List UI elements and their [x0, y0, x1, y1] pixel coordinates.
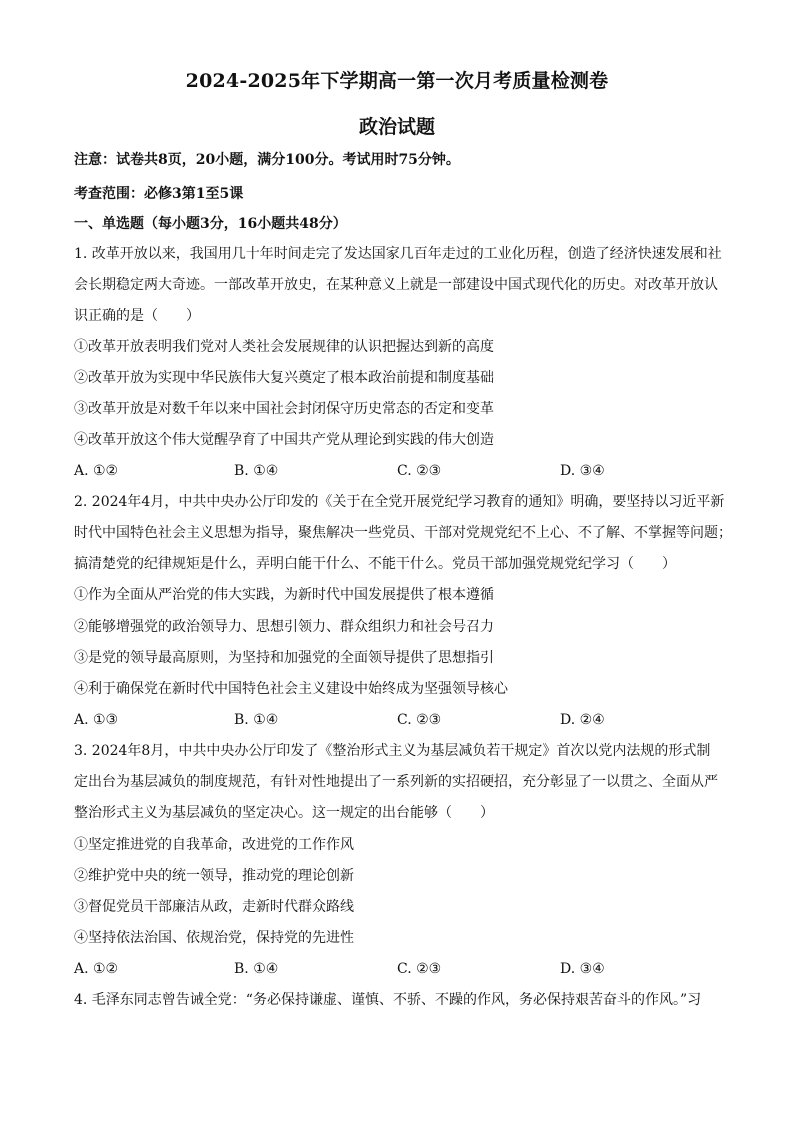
q3-item: ②维护党中央的统一领导，推动党的理论创新: [74, 868, 354, 884]
q2-item: ②能够增强党的政治领导力、思想引领力、群众组织力和社会号召力: [74, 619, 494, 635]
q3-item: ④坚持依法治国、依规治党，保持党的先进性: [74, 930, 354, 946]
q1-item: ①改革开放表明我们党对人类社会发展规律的认识把握达到新的高度: [74, 339, 494, 355]
q2-option-c: C. ②③: [397, 712, 442, 728]
exam-notice: 注意：试卷共8页，20小题，满分100分。考试用时75分钟。: [74, 152, 460, 168]
q2-option-a: A. ①③: [74, 712, 119, 728]
q1-item: ④改革开放这个伟大觉醒孕育了中国共产党从理论到实践的伟大创造: [74, 432, 494, 448]
q1-option-c: C. ②③: [397, 463, 442, 479]
q1-option-d: D. ③④: [560, 463, 605, 479]
q3-option-d: D. ③④: [560, 961, 605, 977]
q2-item: ④利于确保党在新时代中国特色社会主义建设中始终成为坚强领导核心: [74, 681, 508, 697]
q3-stem-line: 3. 2024年8月，中共中央办公厅印发了《整治形式主义为基层减负若干规定》首次以党内法规的形式制: [74, 743, 711, 759]
q2-stem-line: 时代中国特色社会主义思想为指导，聚焦解决一些党员、干部对党规党纪不上心、不了解、不掌握等问题；: [74, 525, 732, 541]
q1-options: [74, 461, 724, 481]
q1-option-a: A. ①②: [74, 463, 119, 479]
q3-item: ①坚定推进党的自我革命，改进党的工作作风: [74, 837, 354, 853]
q3-option-b: B. ①④: [234, 961, 279, 977]
exam-scope: 考查范围：必修3第1至5课: [74, 186, 244, 202]
q3-stem-line: 定出台为基层减负的制度规范，有针对性地提出了一系列新的实招硬招，充分彰显了一以贯之、全面从严: [74, 774, 718, 790]
q2-options: [74, 710, 724, 730]
q2-option-b: B. ①④: [234, 712, 279, 728]
q1-item: ②改革开放为实现中华民族伟大复兴奠定了根本政治前提和制度基础: [74, 370, 494, 386]
q2-item: ③是党的领导最高原则，为坚持和加强党的全面领导提供了思想指引: [74, 650, 494, 666]
q1-item: ③改革开放是对数千年以来中国社会封闭保守历史常态的否定和变革: [74, 401, 494, 417]
exam-subtitle: 政治试题: [358, 116, 435, 138]
q2-stem-line: 2. 2024年4月，中共中央办公厅印发的《关于在全党开展党纪学习教育的通知》明确，要坚持以习近平新: [74, 494, 725, 510]
q1-stem-line: 识正确的是（ ）: [74, 308, 200, 324]
q4-stem-line: 4. 毛泽东同志曾告诫全党：“务必保持谦虚、谨慎、不骄、不躁的作风，务必保持艰苦奋斗的作风。”习: [74, 992, 702, 1008]
exam-title: 2024-2025年下学期高一第一次月考质量检测卷: [185, 70, 609, 92]
q3-options: [74, 959, 724, 979]
q2-item: ①作为全面从严治党的伟大实践，为新时代中国发展提供了根本遵循: [74, 587, 494, 603]
section-heading: 一、单选题（每小题3分，16小题共48分）: [74, 216, 347, 232]
q3-option-c: C. ②③: [397, 961, 442, 977]
q1-option-b: B. ①④: [234, 463, 279, 479]
q1-stem-line: 1. 改革开放以来，我国用几十年时间走完了发达国家几百年走过的工业化历程，创造了经济快速发展和社: [74, 246, 722, 262]
q3-option-a: A. ①②: [74, 961, 119, 977]
q3-stem-line: 整治形式主义为基层减负的坚定决心。这一规定的出台能够（ ）: [74, 805, 494, 821]
q1-stem-line: 会长期稳定两大奇迹。一部改革开放史，在某种意义上就是一部建设中国式现代化的历史。对改革开放认: [74, 277, 718, 293]
q2-option-d: D. ②④: [560, 712, 605, 728]
q2-stem-line: 搞清楚党的纪律规矩是什么，弄明白能干什么、不能干什么。党员干部加强党规党纪学习（ ）: [74, 556, 676, 572]
q3-item: ③督促党员干部廉洁从政，走新时代群众路线: [74, 899, 354, 915]
